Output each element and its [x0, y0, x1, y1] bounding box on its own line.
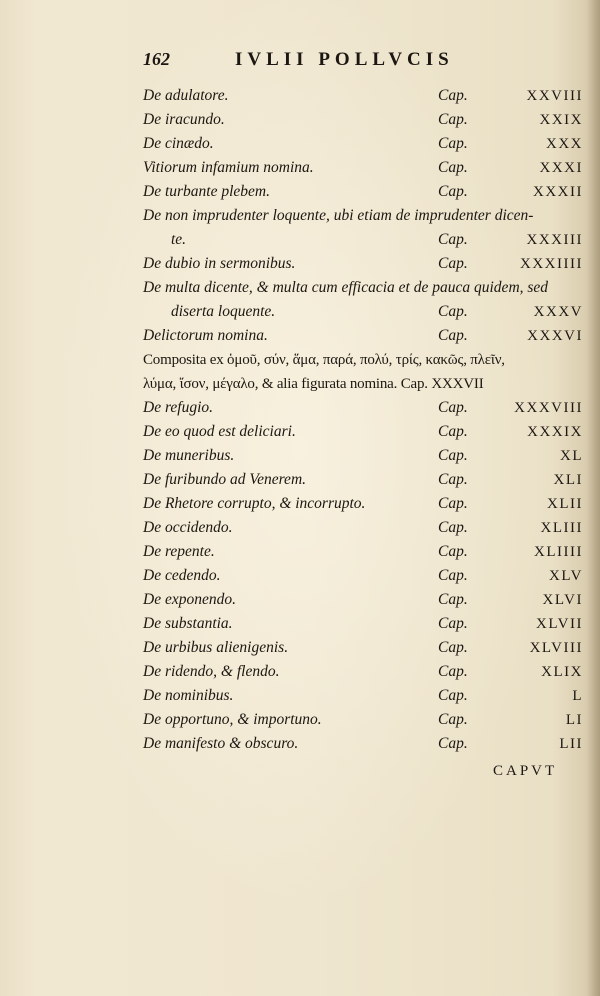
chapter-title: De substantia. [143, 615, 233, 632]
chapter-cap-label: Cap. [438, 231, 468, 248]
chapter-title: De adulatore. [143, 87, 229, 104]
chapter-title: λύμα, ἴσον, μέγαλο, & alia figurata nomina. Cap. XXXVII [143, 376, 484, 392]
catchword: CAPVT [493, 763, 558, 779]
folio-number: 162 [143, 49, 170, 69]
chapter-title: De multa dicente, & multa cum efficacia et de pauca quidem, sed [143, 279, 549, 296]
chapter-number: XXXIIII [520, 256, 583, 272]
running-title: IVLII POLLVCIS [235, 49, 454, 70]
page-header [143, 46, 523, 76]
chapter-cap-label: Cap. [438, 135, 468, 152]
chapter-cap-label: Cap. [438, 711, 468, 728]
chapter-cap-label: Cap. [438, 399, 468, 416]
chapter-number: XLIX [541, 664, 583, 680]
chapter-entry [143, 324, 583, 348]
chapter-number: XXXVI [527, 328, 583, 344]
chapter-title: De iracundo. [143, 111, 225, 128]
chapter-entry [143, 348, 583, 372]
chapter-title: De muneribus. [143, 447, 235, 464]
chapter-title: De occidendo. [143, 519, 233, 536]
chapter-title: De exponendo. [143, 591, 236, 608]
chapter-entry [143, 84, 583, 108]
chapter-title: De eo quod est deliciari. [143, 423, 296, 440]
chapter-cap-label: Cap. [438, 591, 468, 608]
chapter-cap-label: Cap. [438, 327, 468, 344]
chapter-number: L [572, 688, 583, 704]
chapter-list [143, 84, 583, 756]
chapter-entry [143, 636, 583, 660]
chapter-number: XL [560, 448, 583, 464]
chapter-cap-label: Cap. [438, 471, 468, 488]
chapter-entry [143, 444, 583, 468]
chapter-number: XXXI [539, 160, 583, 176]
chapter-number: XXXIX [527, 424, 583, 440]
chapter-entry [143, 540, 583, 564]
chapter-title: te. [171, 231, 187, 248]
chapter-number: XXIX [539, 112, 583, 128]
chapter-title: De furibundo ad Venerem. [143, 471, 307, 488]
chapter-entry [143, 732, 583, 756]
chapter-number: XXX [546, 136, 583, 152]
chapter-title: De cinædo. [143, 135, 214, 152]
chapter-title: De turbante plebem. [143, 183, 270, 200]
chapter-title: De repente. [143, 543, 215, 560]
chapter-entry [143, 300, 583, 324]
chapter-entry [143, 492, 583, 516]
chapter-title: De urbibus alienigenis. [143, 639, 289, 656]
chapter-title: De nominibus. [143, 687, 234, 704]
chapter-entry [143, 516, 583, 540]
chapter-number: XLV [549, 568, 583, 584]
chapter-cap-label: Cap. [438, 663, 468, 680]
chapter-cap-label: Cap. [438, 423, 468, 440]
chapter-number: LII [559, 736, 583, 752]
chapter-entry [143, 660, 583, 684]
chapter-cap-label: Cap. [438, 159, 468, 176]
chapter-entry [143, 252, 583, 276]
chapter-cap-label: Cap. [438, 567, 468, 584]
chapter-cap-label: Cap. [438, 615, 468, 632]
chapter-number: XLIIII [534, 544, 583, 560]
chapter-cap-label: Cap. [438, 543, 468, 560]
chapter-title: De refugio. [143, 399, 214, 416]
chapter-title: De dubio in sermonibus. [143, 255, 296, 272]
chapter-title: De cedendo. [143, 567, 221, 584]
chapter-title: diserta loquente. [171, 303, 276, 320]
chapter-cap-label: Cap. [438, 639, 468, 656]
chapter-number: XXXII [533, 184, 583, 200]
chapter-cap-label: Cap. [438, 303, 468, 320]
chapter-entry [143, 156, 583, 180]
chapter-entry [143, 180, 583, 204]
chapter-number: LI [565, 712, 583, 728]
chapter-title: De opportuno, & importuno. [143, 711, 322, 728]
chapter-entry [143, 276, 583, 300]
chapter-title: Vitiorum infamium nomina. [143, 159, 314, 176]
chapter-title: De non imprudenter loquente, ubi etiam de imprudenter dicen- [143, 207, 534, 224]
chapter-title: Delictorum nomina. [143, 327, 268, 344]
chapter-number: XLVII [536, 616, 583, 632]
chapter-entry [143, 396, 583, 420]
chapter-cap-label: Cap. [438, 519, 468, 536]
chapter-cap-label: Cap. [438, 111, 468, 128]
chapter-entry [143, 420, 583, 444]
chapter-title: De manifesto & obscuro. [143, 735, 299, 752]
chapter-entry [143, 564, 583, 588]
chapter-number: XLI [553, 472, 583, 488]
chapter-number: XLVIII [529, 640, 583, 656]
chapter-entry [143, 468, 583, 492]
chapter-number: XXVIII [526, 88, 583, 104]
chapter-number: XLII [547, 496, 583, 512]
chapter-entry [143, 372, 583, 396]
chapter-number: XLIII [540, 520, 583, 536]
chapter-entry [143, 108, 583, 132]
chapter-number: XXXVIII [514, 400, 583, 416]
chapter-title: De ridendo, & flendo. [143, 663, 280, 680]
chapter-entry [143, 132, 583, 156]
chapter-number: XXXIII [526, 232, 583, 248]
chapter-entry [143, 708, 583, 732]
chapter-number: XLVI [542, 592, 583, 608]
chapter-cap-label: Cap. [438, 183, 468, 200]
chapter-entry [143, 612, 583, 636]
chapter-cap-label: Cap. [438, 447, 468, 464]
chapter-title: Composita ex ὁμοῦ, σύν, ἅμα, παρά, πολύ, τρίς, κακῶς, πλεῖν, [143, 352, 505, 368]
chapter-title: De Rhetore corrupto, & incorrupto. [143, 495, 366, 512]
page-edge-shadow [586, 0, 600, 996]
chapter-cap-label: Cap. [438, 87, 468, 104]
chapter-number: XXXV [533, 304, 583, 320]
chapter-cap-label: Cap. [438, 735, 468, 752]
chapter-entry [143, 684, 583, 708]
chapter-entry [143, 228, 583, 252]
chapter-entry [143, 204, 583, 228]
chapter-cap-label: Cap. [438, 495, 468, 512]
chapter-cap-label: Cap. [438, 687, 468, 704]
chapter-entry [143, 588, 583, 612]
chapter-cap-label: Cap. [438, 255, 468, 272]
